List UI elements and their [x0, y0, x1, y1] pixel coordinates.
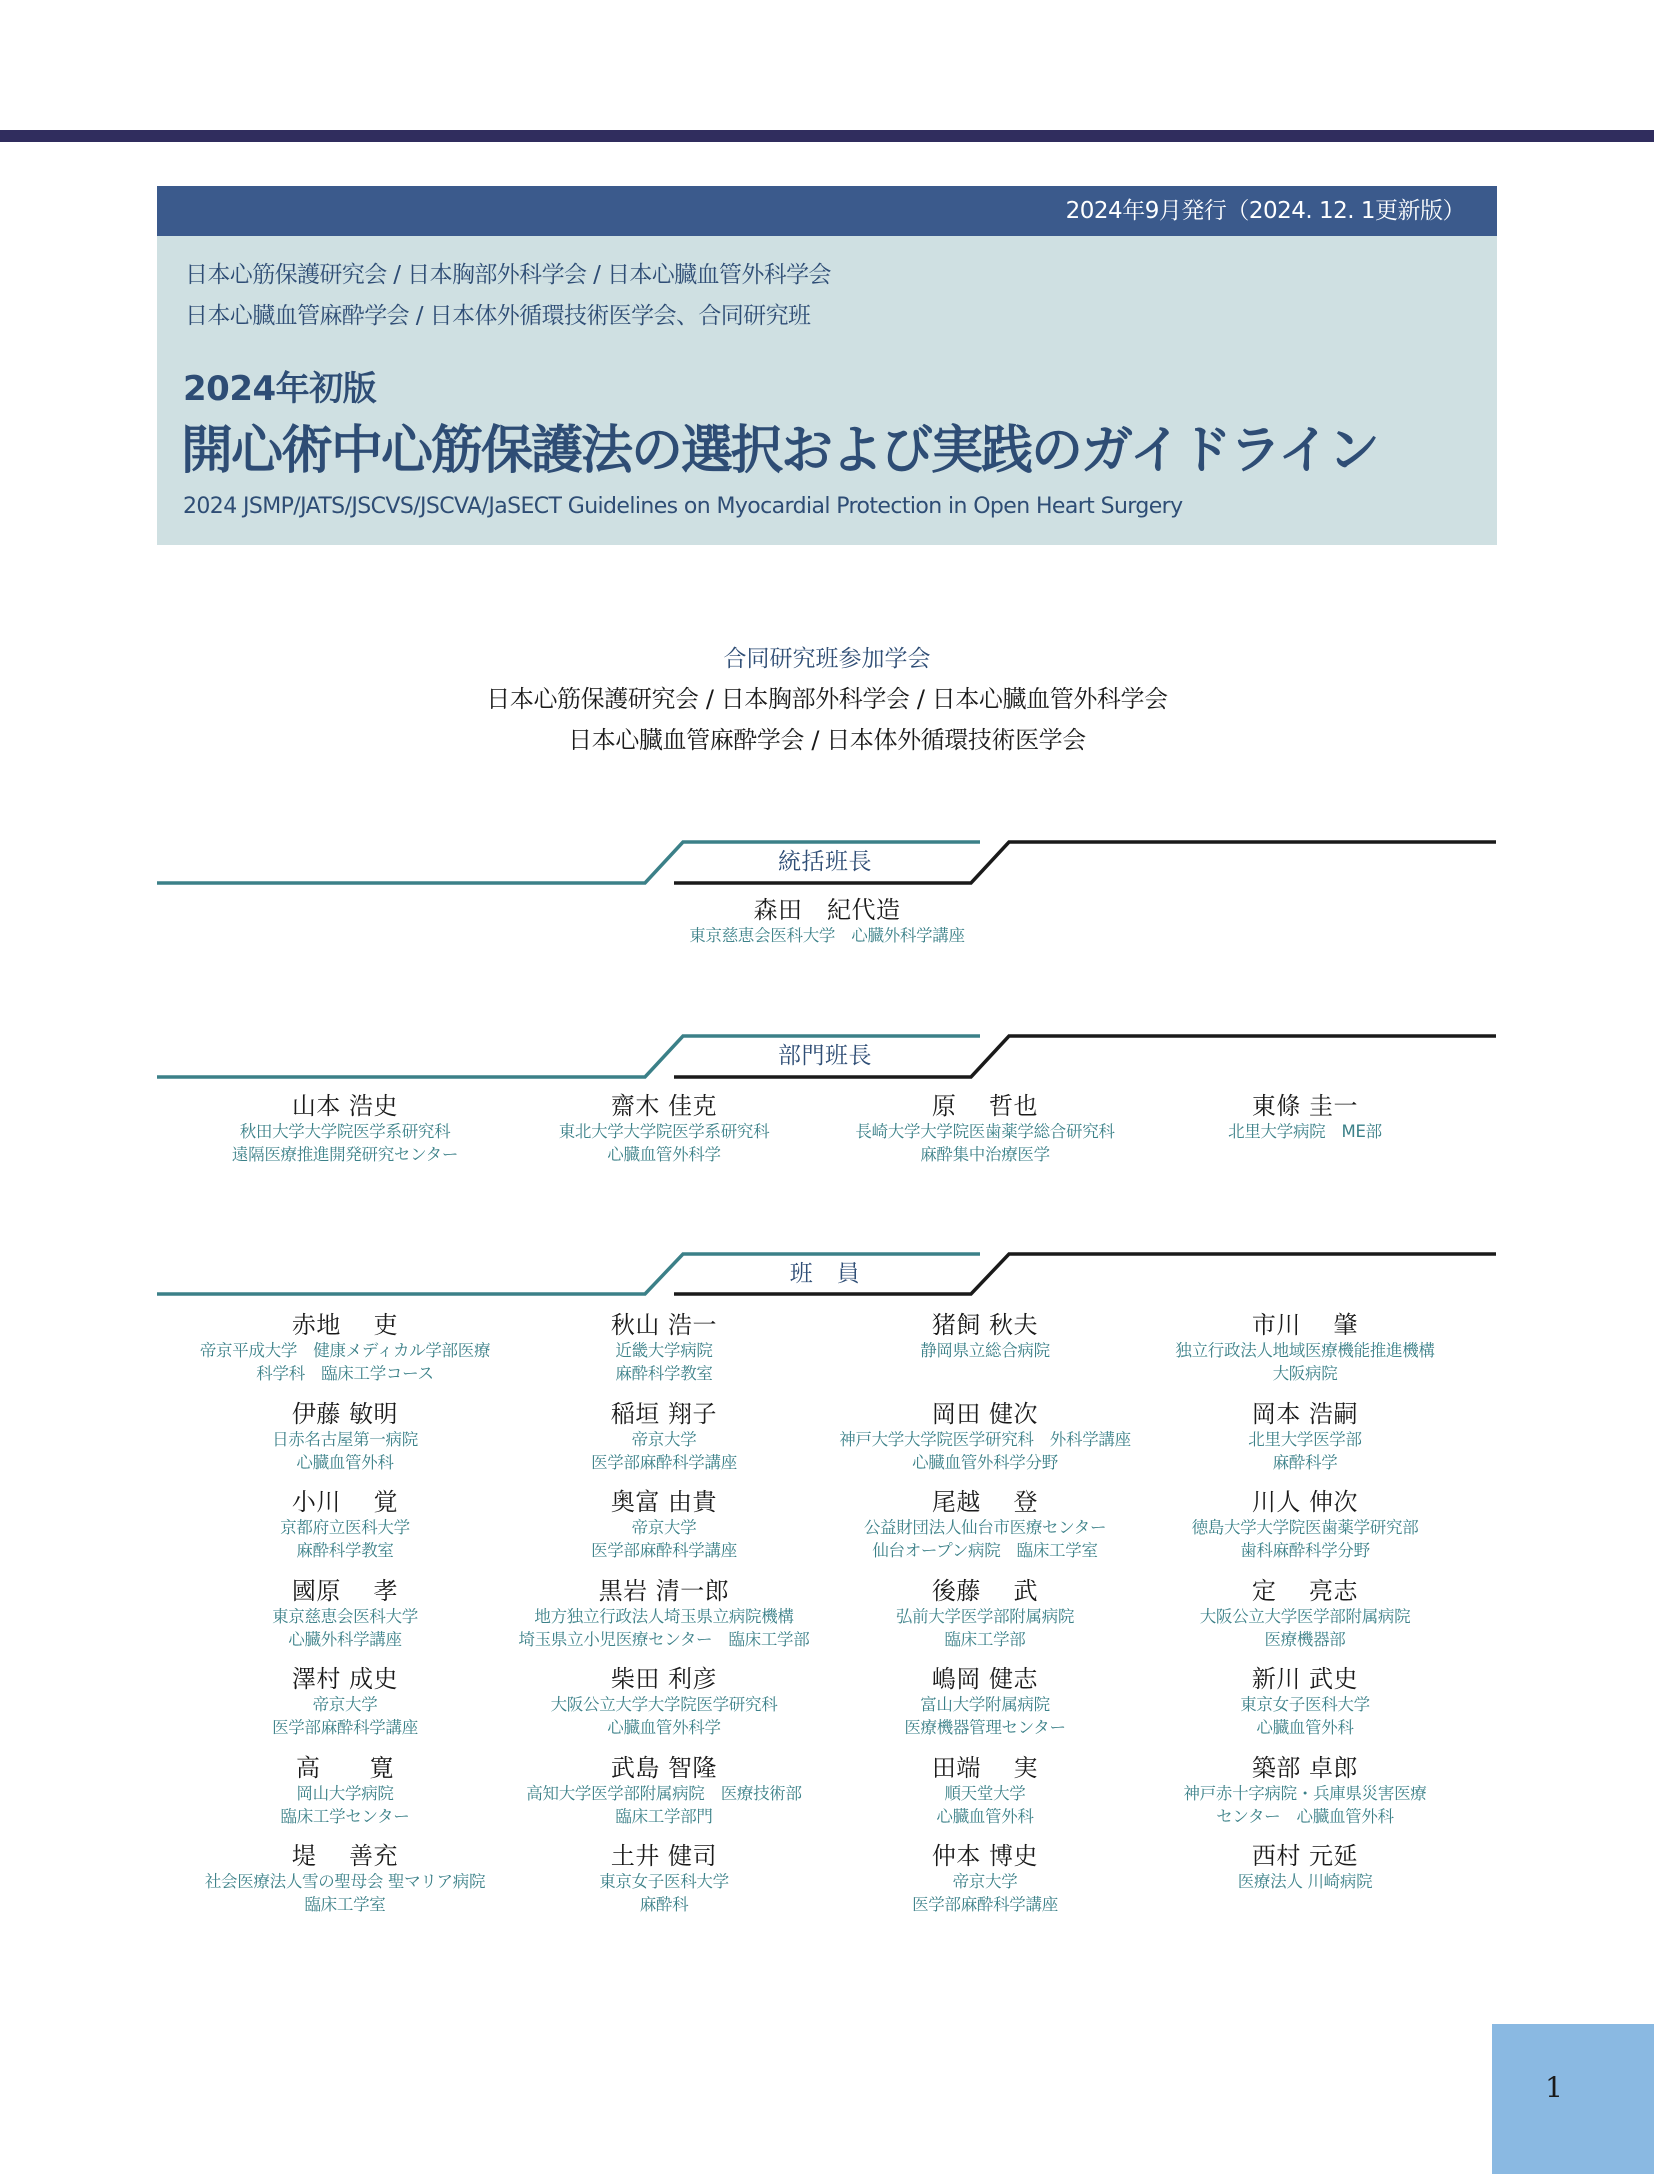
person-affiliation: 岡山大学病院: [296, 1783, 394, 1803]
person-affiliation: 地方独立行政法人埼玉県立病院機構: [534, 1606, 794, 1626]
person-name: 東條 圭一: [1251, 1092, 1359, 1120]
person-name: 嶋岡 健志: [931, 1665, 1039, 1693]
societies-line-2: 日本心臓血管麻酔学会 / 日本体外循環技術医学会、合同研究班: [185, 303, 811, 329]
person-card: [805, 1311, 1165, 1362]
person-affiliation: 帝京平成大学 健康メディカル学部医療: [199, 1341, 491, 1360]
person-name: 澤村 成史: [291, 1665, 399, 1693]
person-card: [484, 1400, 844, 1474]
participating-line-2: 日本心臓血管麻酔学会 / 日本体外循環技術医学会: [568, 726, 1086, 754]
person-affiliation: 公益財団法人仙台市医療センター: [863, 1518, 1107, 1537]
person-affiliation: 帝京大学: [952, 1872, 1018, 1891]
person-name: 土井 健司: [610, 1842, 718, 1870]
person-affiliation: 東京慈恵会医科大学: [272, 1606, 418, 1626]
person-name: 赤地 吏: [291, 1311, 399, 1339]
person-affiliation: 臨床工学センター: [280, 1806, 410, 1826]
edition-label: 2024年初版: [183, 369, 377, 409]
person-name: 川人 伸次: [1251, 1488, 1359, 1516]
person-affiliation: 徳島大学大学院医歯薬学研究部: [1191, 1518, 1419, 1537]
person-name: 岡田 健次: [931, 1399, 1039, 1428]
person-affiliation: 医学部麻酔科学講座: [272, 1718, 418, 1737]
person-card: [484, 1842, 844, 1916]
person-affiliation: 神戸大学大学院医学研究科 外科学講座: [839, 1429, 1131, 1449]
person-card: [805, 1842, 1165, 1916]
person-name: 稲垣 翔子: [610, 1399, 718, 1428]
person-affiliation: 臨床工学部門: [615, 1806, 713, 1826]
person-affiliation: 帝京大学: [631, 1518, 697, 1537]
person-affiliation: 北里大学病院 ME部: [1228, 1122, 1382, 1141]
person-affiliation: 京都府立医科大学: [280, 1518, 410, 1537]
person-affiliation: 麻酔科学教室: [615, 1364, 713, 1383]
person-card: [165, 1400, 525, 1474]
person-card: [805, 1400, 1165, 1474]
person-card: [805, 1577, 1165, 1651]
person-affiliation: 歯科麻酔科学分野: [1240, 1541, 1370, 1560]
person-name: 秋山 浩一: [610, 1311, 718, 1339]
person-name: 國原 孝: [291, 1576, 399, 1605]
cover-header: [157, 186, 1497, 545]
person-affiliation: 麻酔科: [639, 1895, 689, 1914]
person-affiliation: 医療機器管理センター: [904, 1718, 1066, 1737]
participating-heading: 合同研究班参加学会: [723, 646, 931, 672]
person-affiliation: 高知大学医学部附属病院 医療技術部: [526, 1783, 802, 1803]
person-affiliation: 日赤名古屋第一病院: [272, 1429, 418, 1449]
person-affiliation: 心臓血管外科: [296, 1452, 394, 1472]
person-name: 築部 卓郎: [1251, 1753, 1359, 1782]
person-name: 岡本 浩嗣: [1251, 1399, 1359, 1428]
person-name: 山本 浩史: [291, 1092, 399, 1120]
issue-date: 2024年9月発行（2024. 12. 1更新版）: [1065, 198, 1465, 224]
person-affiliation: 仙台オープン病院 臨床工学室: [872, 1541, 1098, 1560]
person-card: [1125, 1092, 1485, 1143]
person-affiliation: 医療機器部: [1264, 1629, 1346, 1649]
person-name: 高 寛: [296, 1753, 394, 1782]
person-card: [647, 896, 1007, 947]
section-title-chair: 統括班長: [778, 849, 872, 875]
person-affiliation: 心臓血管外科学分野: [912, 1452, 1058, 1472]
person-name: 後藤 武: [931, 1576, 1039, 1605]
person-affiliation: 医学部麻酔科学講座: [912, 1895, 1058, 1914]
person-affiliation: 心臓血管外科学: [607, 1718, 721, 1737]
person-affiliation: 臨床工学室: [304, 1895, 386, 1914]
person-affiliation: 富山大学附属病院: [920, 1695, 1050, 1714]
person-affiliation: 埼玉県立小児医療センター 臨床工学部: [518, 1629, 810, 1649]
person-affiliation: 秋田大学大学院医学系研究科: [239, 1122, 451, 1141]
person-affiliation: 東北大学大学院医学系研究科: [558, 1122, 770, 1141]
person-affiliation: 臨床工学部: [944, 1629, 1026, 1649]
person-card: [1125, 1400, 1485, 1474]
person-affiliation: 近畿大学病院: [615, 1341, 713, 1360]
person-card: [1125, 1311, 1485, 1385]
person-affiliation: 独立行政法人地域医療機能推進機構: [1175, 1341, 1435, 1360]
person-card: [165, 1577, 525, 1651]
person-card: [165, 1842, 525, 1916]
person-card: [805, 1754, 1165, 1828]
person-name: 原 哲也: [931, 1092, 1039, 1120]
document-title: 開心術中心筋保護法の選択および実践のガイドライン: [181, 421, 1378, 481]
person-name: 堤 善充: [291, 1842, 399, 1870]
person-card: [1125, 1754, 1485, 1828]
person-affiliation: 大阪公立大学医学部附属病院: [1199, 1606, 1411, 1626]
person-affiliation: 医学部麻酔科学講座: [591, 1541, 737, 1560]
person-name: 森田 紀代造: [753, 896, 901, 924]
person-name: 柴田 利彦: [610, 1665, 718, 1693]
person-card: [805, 1092, 1165, 1166]
person-name: 尾越 登: [931, 1488, 1039, 1516]
person-affiliation: 心臓血管外科: [936, 1806, 1034, 1826]
page-number: 1: [1545, 2071, 1563, 2104]
person-name: 田端 実: [931, 1753, 1039, 1782]
person-affiliation: 科学科 臨床工学コース: [256, 1364, 434, 1383]
person-affiliation: 心臓血管外科: [1256, 1718, 1354, 1737]
person-name: 西村 元延: [1251, 1842, 1359, 1870]
person-affiliation: 大阪公立大学大学院医学研究科: [550, 1695, 778, 1714]
person-card: [484, 1488, 844, 1562]
person-affiliation: 大阪病院: [1272, 1364, 1338, 1383]
person-card: [484, 1665, 844, 1739]
participating-line-1: 日本心筋保護研究会 / 日本胸部外科学会 / 日本心臓血管外科学会: [486, 685, 1168, 713]
person-card: [1125, 1665, 1485, 1739]
person-name: 市川 肇: [1251, 1311, 1359, 1339]
person-affiliation: 東京女子医科大学: [1240, 1695, 1370, 1714]
top-rule: [0, 130, 1654, 142]
issue-band: [157, 186, 1497, 236]
person-affiliation: 医学部麻酔科学講座: [591, 1452, 737, 1472]
person-card: [165, 1092, 525, 1166]
person-name: 小川 覚: [291, 1488, 399, 1516]
person-card: [1125, 1488, 1485, 1562]
person-affiliation: センター 心臓血管外科: [1216, 1806, 1394, 1826]
person-affiliation: 弘前大学医学部附属病院: [895, 1606, 1075, 1626]
person-card: [484, 1311, 844, 1385]
person-name: 黒岩 清一郎: [598, 1576, 730, 1605]
person-affiliation: 心臓血管外科学: [607, 1145, 721, 1164]
person-affiliation: 麻酔科学: [1272, 1452, 1338, 1472]
section-title-members: 班 員: [789, 1261, 861, 1287]
person-name: 齋木 佳克: [610, 1092, 718, 1120]
person-affiliation: 医療法人 川崎病院: [1237, 1872, 1373, 1891]
person-card: [484, 1092, 844, 1166]
person-name: 武島 智隆: [610, 1753, 718, 1782]
person-card: [484, 1577, 844, 1651]
person-affiliation: 麻酔集中治療医学: [920, 1145, 1050, 1164]
person-name: 仲本 博史: [931, 1842, 1039, 1870]
person-affiliation: 静岡県立総合病院: [920, 1341, 1050, 1360]
person-card: [1125, 1842, 1485, 1893]
page-number-box: [1492, 2024, 1654, 2174]
person-affiliation: 社会医療法人雪の聖母会 聖マリア病院: [204, 1872, 486, 1891]
person-card: [805, 1665, 1165, 1739]
person-affiliation: 神戸赤十字病院・兵庫県災害医療: [1183, 1783, 1427, 1803]
person-affiliation: 心臓外科学講座: [288, 1629, 402, 1649]
person-card: [165, 1311, 525, 1385]
person-card: [165, 1488, 525, 1562]
person-card: [484, 1754, 844, 1828]
section-title-division-chairs: 部門班長: [778, 1043, 872, 1069]
person-affiliation: 北里大学医学部: [1248, 1429, 1362, 1449]
person-affiliation: 東京慈恵会医科大学 心臓外科学講座: [689, 926, 965, 945]
person-name: 伊藤 敏明: [291, 1399, 399, 1428]
person-affiliation: 長崎大学大学院医歯薬学総合研究科: [855, 1122, 1115, 1141]
person-card: [165, 1665, 525, 1739]
person-affiliation: 帝京大学: [631, 1429, 697, 1449]
person-affiliation: 東京女子医科大学: [599, 1872, 729, 1891]
person-name: 新川 武史: [1251, 1665, 1359, 1693]
person-name: 定 亮志: [1251, 1576, 1359, 1605]
person-affiliation: 順天堂大学: [944, 1783, 1026, 1803]
person-name: 猪飼 秋夫: [931, 1311, 1039, 1339]
english-title: 2024 JSMP/JATS/JSCVS/JSCVA/JaSECT Guidelines on Myocardial Protection in Open Heart Surgery: [183, 494, 1183, 519]
person-affiliation: 帝京大学: [312, 1695, 378, 1714]
person-card: [165, 1754, 525, 1828]
person-name: 奥富 由貴: [610, 1488, 718, 1516]
person-affiliation: 遠隔医療推進開発研究センター: [231, 1145, 459, 1164]
person-card: [1125, 1577, 1485, 1651]
person-card: [805, 1488, 1165, 1562]
societies-line-1: 日本心筋保護研究会 / 日本胸部外科学会 / 日本心臓血管外科学会: [185, 262, 831, 288]
person-affiliation: 麻酔科学教室: [296, 1541, 394, 1560]
